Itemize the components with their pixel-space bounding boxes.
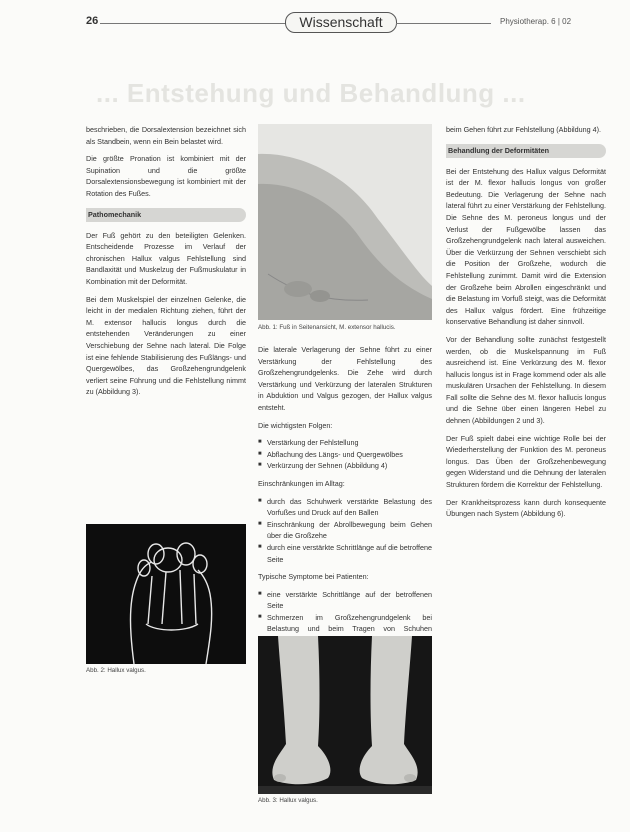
- header-rule-left: [100, 23, 286, 24]
- list-intro: Einschränkungen im Alltag:: [258, 478, 345, 488]
- feet-standing-illustration: [258, 636, 432, 794]
- article-headline: ... Entstehung und Behandlung ...: [96, 78, 526, 108]
- paragraph: Der Krankheitsprozess kann durch konsequente Übungen nach System (Abbildung 6).: [446, 497, 606, 519]
- figure-caption: Abb. 3: Hallux valgus.: [258, 797, 318, 804]
- bullet-list: [258, 496, 432, 566]
- header-rule-right: [396, 23, 491, 24]
- list-item: ■ eine verstärkte Schrittlänge auf der betroffenen Seite: [258, 589, 432, 612]
- list-item: ■ Verstärkung der Fehlstellung: [258, 437, 432, 449]
- paragraph: Bei dem Muskelspiel der einzelnen Gelenke, die leicht in der medialen Richtung ziehen, führt der M. extensor hallucis longus durch die entstehenden Veränderungen zu einer Verschiebung der Sehne nach lateral. Die Folge ist eine fehlende Stabilisierung des Fußlängs- und Quergewölbes, das Großzehengrundgelenk verliert seine Führung und die Fehlstellung nimmt zu (Abbildung 3).: [86, 294, 246, 397]
- figure-caption: Abb. 1: Fuß in Seitenansicht, M. extensor hallucis.: [258, 324, 396, 331]
- foot-outline-illustration: [86, 524, 246, 664]
- section-label: Wissenschaft: [285, 12, 397, 33]
- paragraph: Bei der Entstehung des Hallux valgus Deformität ist der M. flexor hallucis longus von großer Bedeutung. Die Verlagerung der Sehne nach lateral führt zu einer Verstärkung der Fehlstellung. Die Sehne des M. peroneus longus und der Verlust der Fußgewölbe lassen das Großzehengrundgelenk nach lateral ausweichen. Über die Verkürzung der Sehnen verschiebt sich die Position der Großzehe, wodurch die Fehlstellung zunimmt. Damit wird die Extension der Großzehe beim Abrollen eingeschränkt und die Belastung im Vorfuß steigt, was die Deformität des Hallux valgus fördert. Eine frühzeitige konservative Behandlung ist daher sinnvoll.: [446, 166, 606, 327]
- page-number: 26: [86, 15, 99, 27]
- text-column-3: [446, 124, 606, 526]
- journal-reference: Physiotherap. 6 | 02: [500, 17, 572, 26]
- section-heading: Behandlung der Deformitäten: [446, 144, 606, 158]
- paragraph: Der Fuß spielt dabei eine wichtige Rolle bei der Wiederherstellung der Funktion des M. peroneus longus. Das Üben der Großzehenbewegung gegen Widerstand und die Dehnung der lateralen Strukturen fördern die Korrektur der Fehlstellung.: [446, 433, 606, 490]
- list-item: ■ Schmerzen im Großzehengrundgelenk bei Belastung und beim Tragen von Schuhen: [258, 612, 432, 647]
- list-intro: Typische Symptome bei Patienten:: [258, 572, 369, 582]
- paragraph: beim Gehen führt zur Fehlstellung (Abbildung 4).: [446, 125, 602, 134]
- page-header: [0, 10, 630, 32]
- paragraph: Die laterale Verlagerung der Sehne führt zu einer Verstärkung der Fehlstellung des Großzehengrundgelenks. Die Zehe wird durch Verstärkung und Verkürzung der lateralen Strukturen in Abduktion und Valgus gezogen, der Hallux valgus entsteht.: [258, 345, 432, 412]
- section-heading: Pathomechanik: [86, 208, 246, 222]
- text-column-2: [258, 344, 432, 664]
- list-item: ■ Einschränkung der Abrollbewegung beim Gehen über die Großzehe: [258, 519, 432, 542]
- list-item: ■ Verkürzung der Sehnen (Abbildung 4): [258, 460, 432, 472]
- list-intro: Die wichtigsten Folgen:: [258, 420, 333, 430]
- list-item: ■ durch das Schuhwerk verstärkte Belastung des Vorfußes und Druck auf den Ballen: [258, 496, 432, 519]
- paragraph: Vor der Behandlung sollte zunächst festgestellt werden, ob die Muskelspannung im Fuß ausreichend ist. Eine Verkürzung des M. flexor hallucis longus ist in Frage kommend oder als alle muskulären Ursachen der Fehlstellung. In diesem Fall sollte die Sehne des M. flexor hallucis longus und die Sehne über einen längeren Hebel zu dehnen (Abbildungen 2 und 3).: [446, 334, 606, 426]
- paragraph: Der Fuß gehört zu den beteiligten Gelenken. Entscheidende Prozesse im Verlauf der chronischen Hallux valgus Fehlstellung sind Bandlaxität und Muskelzug der Fußmuskulatur in Kombination mit der Deformität.: [86, 230, 246, 286]
- hallux-valgus-drawing: [86, 524, 246, 664]
- figure-caption: Abb. 2: Hallux valgus.: [86, 667, 146, 674]
- paragraph: Die größte Pronation ist kombiniert mit der Supination und die größte Dorsalextensionsbewegung ist kombiniert mit der Rotation des Fußes.: [86, 154, 246, 198]
- list-item: ■ Abflachung des Längs- und Quergewölbes: [258, 449, 432, 461]
- bullet-list: [258, 437, 432, 472]
- foot-side-illustration: [258, 124, 432, 320]
- list-item: ■ durch eine verstärkte Schrittlänge auf die betroffene Seite: [258, 542, 432, 565]
- paragraph: beschrieben, die Dorsalextension bezeichnet sich als Standbein, wenn ein Bein belastet wird.: [86, 125, 246, 146]
- text-column-1: [86, 124, 246, 404]
- feet-photo: [258, 636, 432, 794]
- foot-side-view-image: [258, 124, 432, 320]
